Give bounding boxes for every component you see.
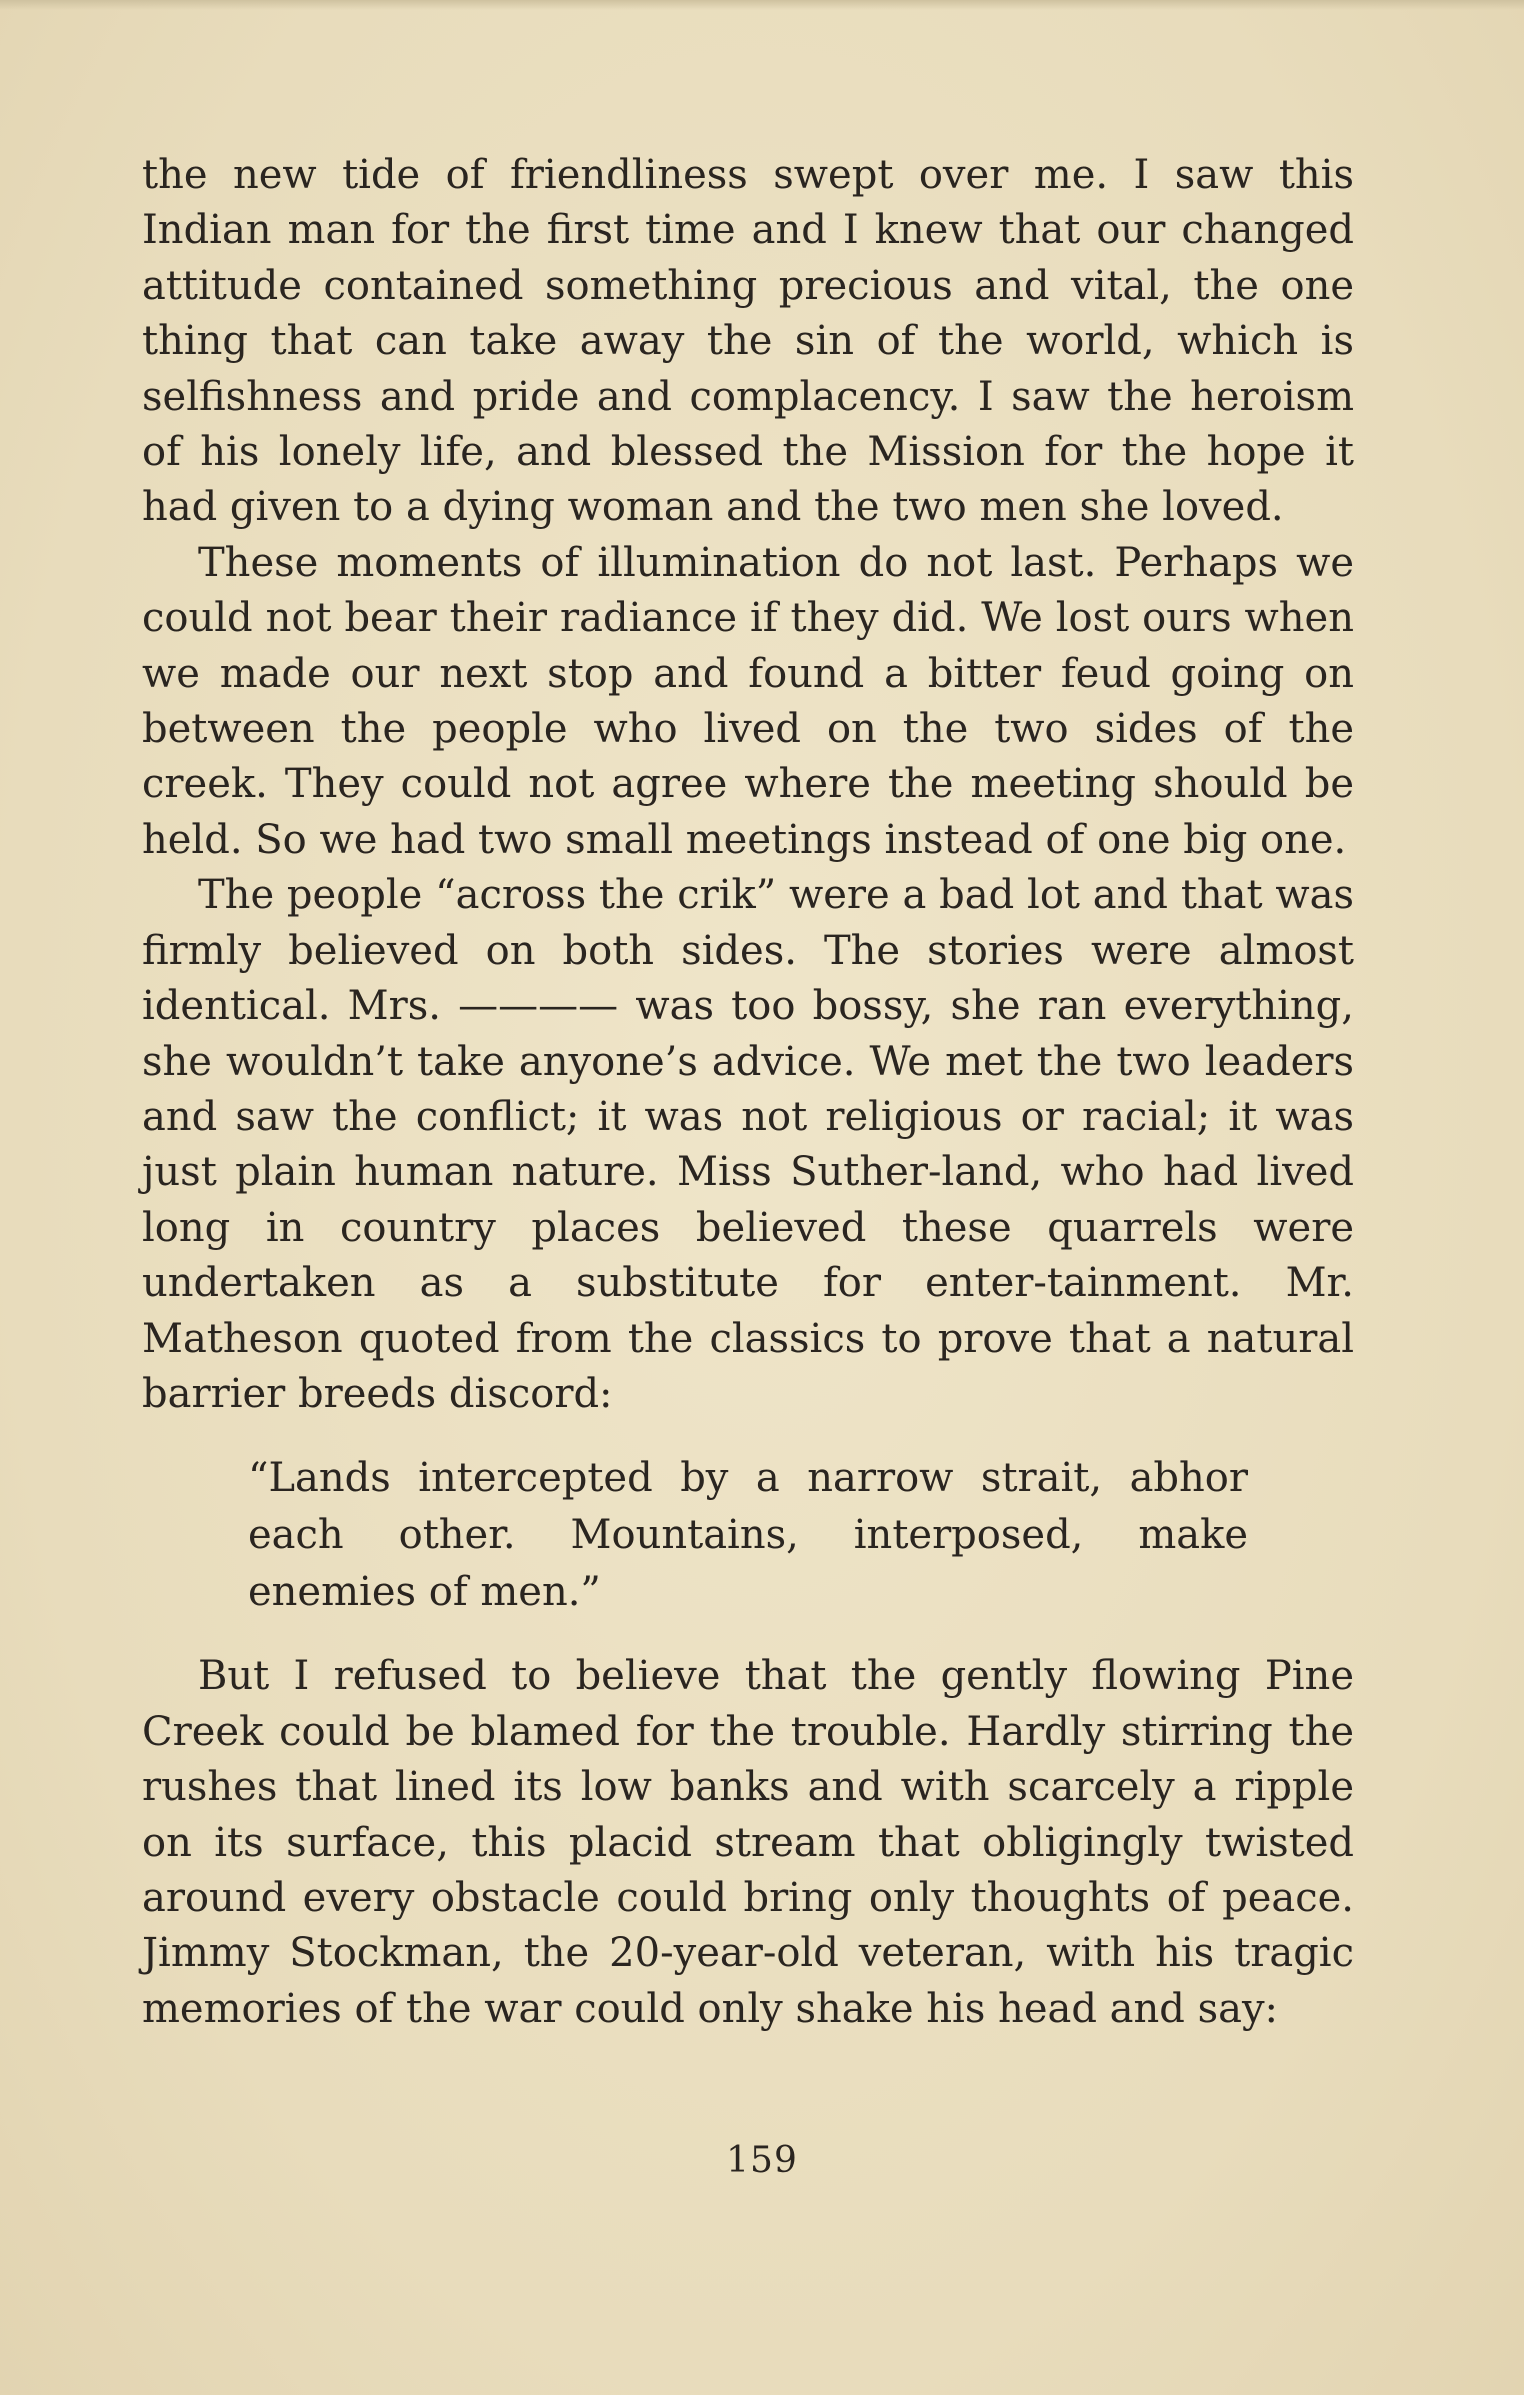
body-text: [142, 148, 1354, 2037]
paragraph-3: The people “across the crik” were a bad lot and that was firmly believed on both sides. The stories were almost identical. Mrs. ———— was too bossy, she ran everything, she wouldn’t take anyone’s advice. We met the two leaders and saw the conflict; it was not religious or racial; it was just plain human nature. Miss Suther-land, who had lived long in country places believed these quarrels were undertaken as a substitute for enter-tainment. Mr. Matheson quoted from the classics to prove that a natural barrier breeds discord:: [142, 872, 1354, 1417]
paragraph-1: the new tide of friendliness swept over me. I saw this Indian man for the first time and I knew that our changed attitude contained something precious and vital, the one thing that can take away the sin of the world, which is selfishness and pride and complacency. I saw the heroism of his lonely life, and blessed the Mission for the hope it had given to a dying woman and the two men she loved.: [142, 152, 1354, 531]
paragraph-4: But I refused to believe that the gently flowing Pine Creek could be blamed for the trouble. Hardly stirring the rushes that lined its low banks and with scarcely a ripple on its surface, this placid stream that obligingly twisted around every obstacle could bring only thoughts of peace. Jimmy Stockman, the 20-year-old veteran, with his tragic memories of the war could only shake his head and say:: [142, 1653, 1354, 2032]
paragraph-2: These moments of illumination do not last. Perhaps we could not bear their radiance if they did. We lost ours when we made our next stop and found a bitter feud going on between the people who lived on the two sides of the creek. They could not agree where the meeting should be held. So we had two small meetings instead of one big one.: [142, 539, 1354, 863]
page-top-edge: [0, 0, 1524, 10]
block-quote: “Lands intercepted by a narrow strait, abhor each other. Mountains, interposed, make enemies of men.”: [248, 1455, 1248, 1616]
page-number: 159: [726, 2140, 798, 2181]
